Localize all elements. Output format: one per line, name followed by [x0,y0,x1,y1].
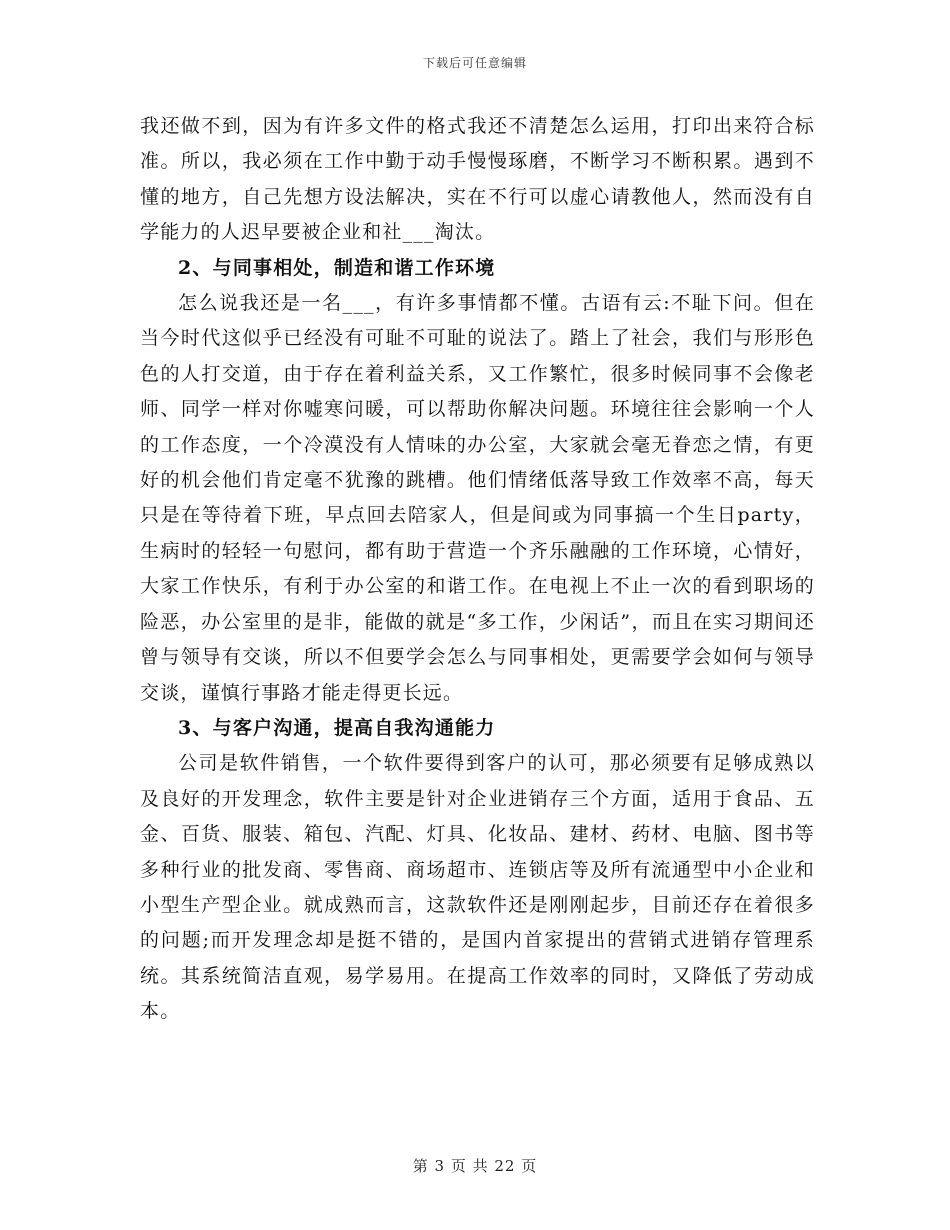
paragraph-customers: 公司是软件销售，一个软件要得到客户的认可，那必须要有足够成熟以及良好的开发理念，软件主要是针对企业进销存三个方面，适用于食品、五金、百货、服装、箱包、汽配、灯具、化妆品、建材、药材、电脑、图书等多种行业的批发商、零售商、商场超市、连锁店等及所有流通型中小企业和小型生产型企业。就成熟而言，这款软件还是刚刚起步，目前还存在着很多的问题;而开发理念却是挺不错的，是国内首家提出的营销式进销存管理系统。其系统简洁直观，易学易用。在提高工作效率的同时，又降低了劳动成本。 [140,752,815,1023]
paragraph-colleagues: 怎么说我还是一名___，有许多事情都不懂。古语有云:不耻下问。但在当今时代这似乎已经没有可耻不可耻的说法了。踏上了社会，我们与形形色色的人打交道，由于存在着利益关系，又工作繁忙，很多时候同事不会像老师、同学一样对你嘘寒问暖，可以帮助你解决问题。环境往往会影响一个人的工作态度，一个冷漠没有人情味的办公室，大家就会毫无眷恋之情，有更好的机会他们肯定毫不犹豫的跳槽。他们情绪低落导致工作效率不高，每天只是在等待着下班，早点回去陪家人，但是间或为同事搞一个生日party，生病时的轻轻一句慰问，都有助于营造一个齐乐融融的工作环境，心情好，大家工作快乐，有利于办公室的和谐工作。在电视上不止一次的看到职场的险恶，办公室里的是非，能做的就是“多工作，少闲话”，而且在实习期间还曾与领导有交谈，所以不但要学会怎么与同事相处，更需要学会如何与领导交谈，谨慎行事路才能走得更长远。 [140,292,815,704]
section-heading-3: 3、与客户沟通，提高自我沟通能力 [178,716,496,739]
paragraph-continued: 我还做不到，因为有许多文件的格式我还不清楚怎么运用，打印出来符合标准。所以，我必须在工作中勤于动手慢慢琢磨，不断学习不断积累。遇到不懂的地方，自己先想方设法解决，实在不行可以虚心请教他人，然而没有自学能力的人迟早要被企业和社___淘汰。 [140,115,815,244]
document-body [140,109,815,1030]
section-heading-2: 2、与同事相处，制造和谐工作环境 [178,256,496,279]
header-note: 下载后可任意编辑 [422,56,527,70]
page-number: 第 3 页 共 22 页 [412,1157,538,1175]
